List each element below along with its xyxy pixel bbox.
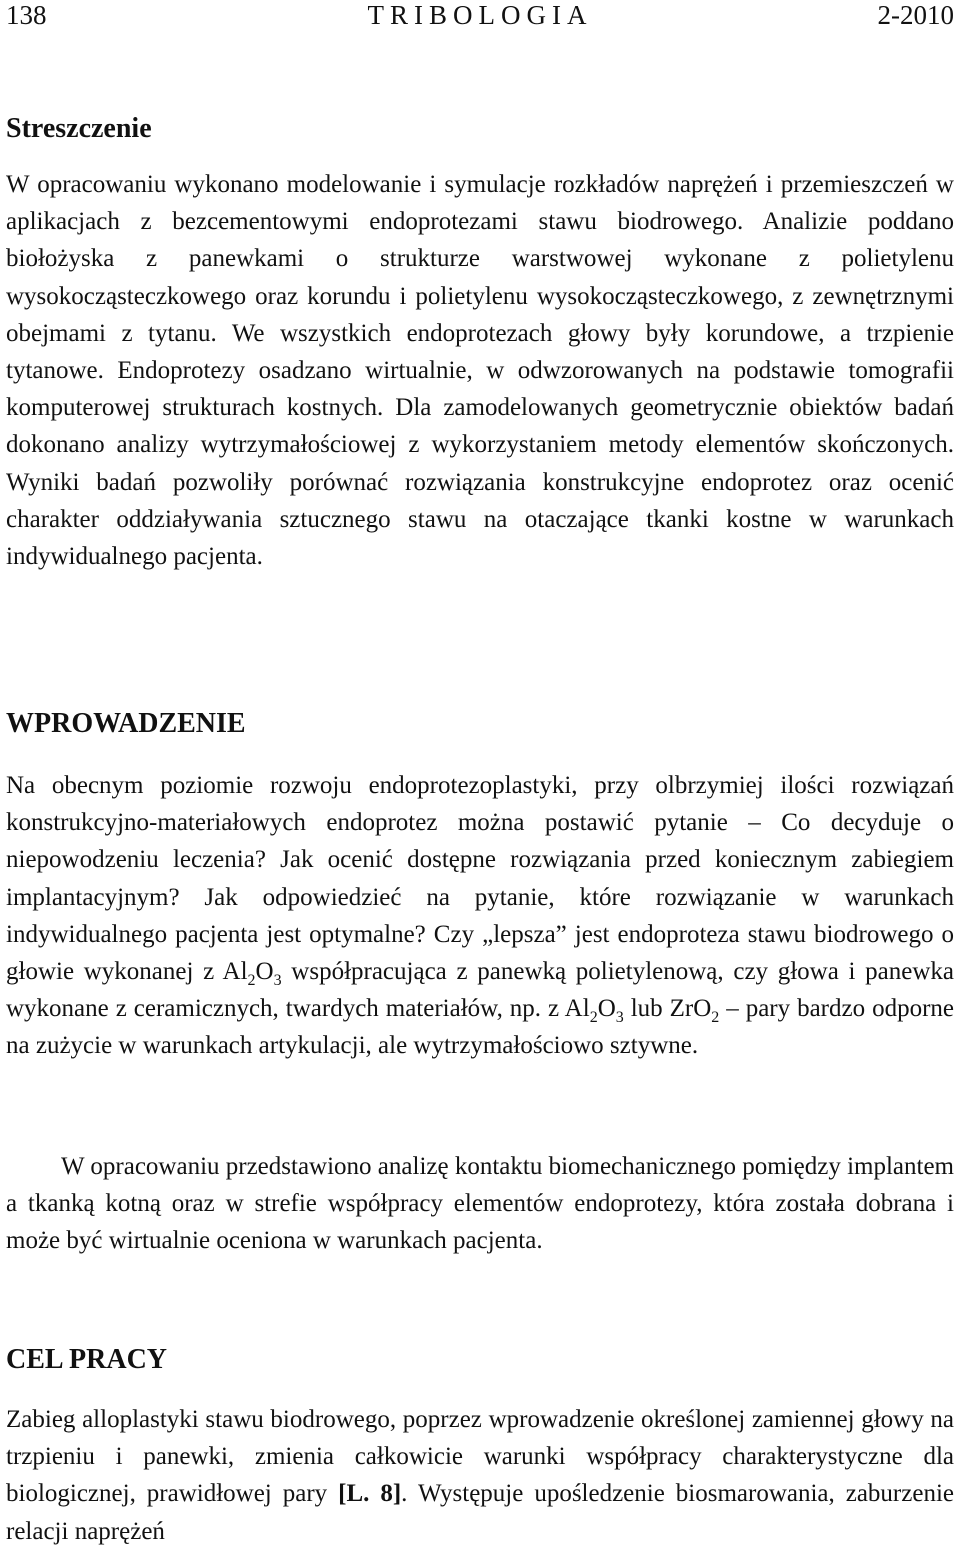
issue-number: 2-2010 [877,0,954,30]
abstract-text: W opracowaniu wykonano modelowanie i symulacje rozkładów naprężeń i przemieszczeń w aplikacjach z bezcementowymi endoprotezami stawu biodrowego. Analizie poddano biołożyska z panewkami o strukturze warstwowej wykonane z polietylenu wysokocząsteczkowego oraz korundu i polietylenu wysokocząsteczkowego, z zewnętrznymi obejmami z tytanu. We wszystkich endoprotezach głowy były korundowe, a trzpienie tytanowe. Endoprotezy osadzano wirtualnie, w odwzorowanych na podstawie tomografii komputerowej strukturach kostnych. Dla zamodelowanych geometrycznie obiektów badań dokonano analizy wytrzymałościowej z wykorzystaniem metody elementów skończonych. Wyniki badań pozwoliły porównać rozwiązania konstrukcyjne endoprotez oraz ocenić charakter oddziaływania sztucznego stawu na otaczające tkanki kostne w warunkach indywidualnego pacjenta. [6,171,954,571]
intro-paragraph-2: W opracowaniu przedstawiono analizę kontaktu biomechanicznego pomiędzy implantem a tkanką kotną oraz w strefie współpracy elementów endoprotezy, która została dobrana i może być wirtualnie oceniona w warunkach pacjenta. [6,1153,954,1255]
journal-name: TRIBOLOGIA [367,0,593,30]
page-number: 138 [6,0,47,30]
aim-heading: CEL PRACY [6,1344,168,1375]
intro-heading: WPROWADZENIE [6,708,246,739]
citation-ref: [L. 8] [338,1480,402,1508]
abstract-heading: Streszczenie [6,113,152,144]
intro-paragraph-1: Na obecnym poziomie rozwoju endoprotezoplastyki, przy olbrzymiej ilości rozwiązań konstrukcyjno-materiałowych endoprotez można postawić pytanie – Co decyduje o niepowodzeniu leczenia? Jak ocenić dostępne rozwiązania przed koniecznym zabiegiem implantacyjnym? Jak odpowiedzieć na pytanie, które rozwiązanie w warunkach indywidualnego pacjenta jest optymalne? Czy „lepsza” jest endoproteza stawu biodrowego o głowie wykonanej z $Al_2O_3$ współpracująca z panewką polietylenową, czy głowa i panewka wykonane z ceramicznych, twardych materiałów, np. z $Al_2O_3$ lub ZrO$_2$ – pary bardzo odporne na zużycie w warunkach artykulacji, ale wytrzymałościowo sztywne. [6,772,955,1060]
aim-paragraph: Zabieg alloplastyki stawu biodrowego, poprzez wprowadzenie określonej zamiennej głowy na trzpieniu i panewki, zmienia całkowicie warunki współpracy charakterystyczne dla biologicznej, prawidłowej pary [L. 8]. Występuje upośledzenie biosmarowania, zaburzenie relacji naprężeń [6,1406,954,1545]
running-header [6,0,954,30]
